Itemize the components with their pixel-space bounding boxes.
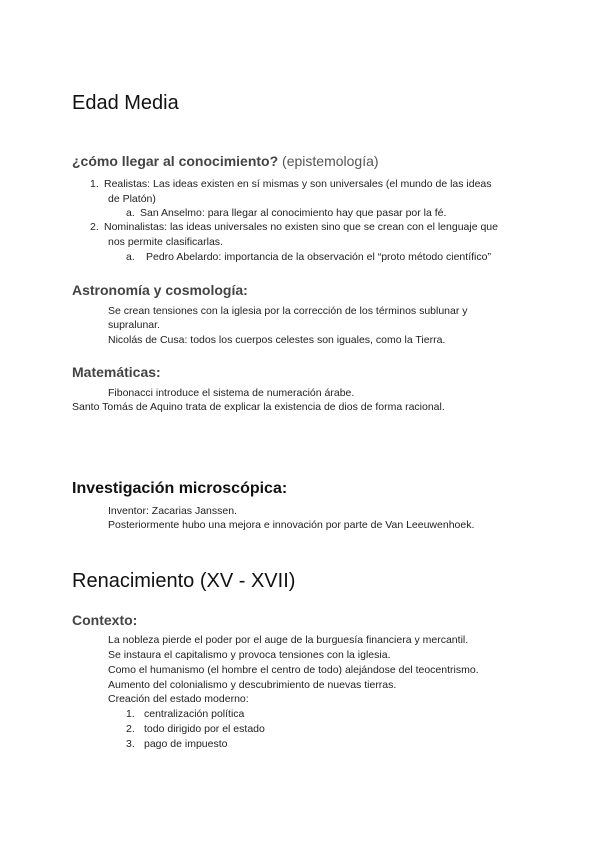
list-item (126, 707, 244, 721)
contexto-heading: Contexto: (72, 612, 138, 628)
list-text: centralización política (144, 708, 245, 720)
sub-list-letter: a. (126, 251, 135, 263)
sub-list-text: San Anselmo: para llegar al conocimiento hay que pasar por la fé. (140, 207, 447, 219)
list-number: 1. (126, 708, 135, 720)
paragraph-line: Como el humanismo (el hombre el centro de todo) alejándose del teocentrismo. (108, 664, 479, 676)
list-number: 2. (90, 221, 99, 233)
list-item-continuation: de Platón) (108, 193, 156, 205)
list-item (90, 177, 492, 191)
sub-list-item (126, 206, 446, 220)
astronomia-heading: Astronomía y cosmología: (72, 282, 248, 298)
list-text: Realistas: Las ideas existen en sí mismas y son universales (el mundo de las ideas (104, 178, 492, 190)
paragraph-line: Posteriormente hubo una mejora e innovación por parte de Van Leeuwenhoek. (108, 519, 475, 531)
list-item (126, 722, 265, 736)
paragraph-line: Nicolás de Cusa: todos los cuerpos celestes son iguales, como la Tierra. (108, 334, 446, 346)
list-text: pago de impuesto (144, 738, 228, 750)
list-number: 1. (90, 178, 99, 190)
paragraph-line: supralunar. (108, 319, 160, 331)
page-title-edad-media: Edad Media (72, 92, 179, 114)
paragraph-line: Santo Tomás de Aquino trata de explicar la existencia de dios de forma racional. (72, 401, 445, 413)
sub-list-item (126, 250, 491, 264)
list-text: todo dirigido por el estado (144, 723, 265, 735)
paragraph-line: Aumento del colonialismo y descubrimiento de nuevas tierras. (108, 679, 397, 691)
epistemology-heading (72, 153, 379, 169)
paragraph-line: Se crean tensiones con la iglesia por la corrección de los términos sublunar y (108, 305, 468, 317)
matematicas-heading: Matemáticas: (72, 364, 161, 380)
paragraph-line: Fibonacci introduce el sistema de numeración árabe. (108, 387, 355, 399)
microscopica-heading: Investigación microscópica: (72, 480, 288, 497)
list-item (90, 220, 498, 234)
paragraph-line: La nobleza pierde el poder por el auge de la burguesía financiera y mercantil. (108, 634, 469, 646)
paragraph-line: Creación del estado moderno: (108, 693, 249, 705)
page-title-renacimiento: Renacimiento (XV - XVII) (72, 570, 296, 592)
paragraph-line: Se instaura el capitalismo y provoca tensiones con la iglesia. (108, 649, 391, 661)
sub-list-text: Pedro Abelardo: importancia de la observación el “proto método científico” (146, 251, 491, 263)
sub-list-letter: a. (126, 207, 135, 219)
list-text: Nominalistas: las ideas universales no existen sino que se crean con el lenguaje que (104, 221, 498, 233)
list-item-continuation: nos permite clasificarlas. (108, 236, 223, 248)
list-item (126, 737, 227, 751)
list-number: 2. (126, 723, 135, 735)
epistemology-heading-aside: (epistemología) (282, 153, 379, 169)
list-number: 3. (126, 738, 135, 750)
epistemology-heading-text: ¿cómo llegar al conocimiento? (72, 153, 279, 169)
paragraph-line: Inventor: Zacarias Janssen. (108, 505, 237, 517)
